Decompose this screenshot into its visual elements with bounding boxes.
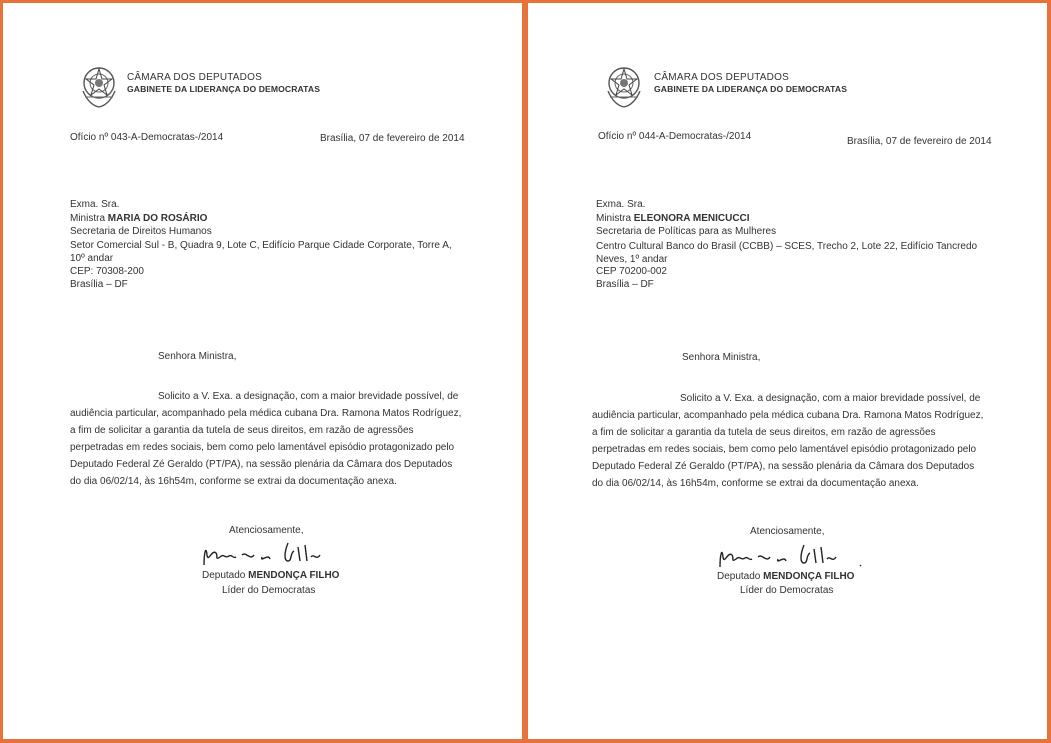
body-line: a fim de solicitar a garantia da tutela de seus direitos, em razão de agressões [70,425,414,436]
body-line: audiência particular, acompanhado pela médica cubana Dra. Ramona Matos Rodríguez, [70,408,462,419]
recipient-line: Brasília – DF [596,279,654,290]
recipient-line: Brasília – DF [70,279,128,290]
coat-of-arms-seal-icon [600,61,648,109]
recipient-line: CEP 70200-002 [596,266,667,277]
letter-page-2 [528,3,1047,739]
header-office: GABINETE DA LIDERANÇA DO DEMOCRATAS [127,84,321,94]
recipient-name-line [596,213,750,224]
header-institution: CÂMARA DOS DEPUTADOS [127,72,262,83]
signature-role: Líder do Democratas [740,585,834,596]
body-line: Solicito a V. Exa. a designação, com a maior brevidade possível, de [158,391,459,402]
handwritten-signature-icon [198,539,328,571]
signature-prefix: Deputado [717,571,761,582]
letter-date: Brasília, 07 de fevereiro de 2014 [320,133,465,144]
greeting: Senhora Ministra, [158,351,237,362]
signature-role: Líder do Democratas [222,585,316,596]
body-line: Deputado Federal Zé Geraldo (PT/PA), na sessão plenária da Câmara dos Deputados [592,461,975,472]
recipient-line: Secretaria de Políticas para as Mulheres [596,226,777,237]
signature-prefix: Deputado [202,570,246,581]
letter-date: Brasília, 07 de fevereiro de 2014 [847,136,992,147]
recipient-line: Centro Cultural Banco do Brasil (CCBB) – SCES, Trecho 2, Lote 22, Edifício Tancredo [596,241,978,252]
recipient-name-line [70,213,207,224]
recipient-line: CEP: 70308-200 [70,266,144,277]
body-line: perpetradas em redes sociais, bem como pelo lamentável episódio protagonizado pelo [70,442,455,453]
coat-of-arms-seal-icon [75,61,123,109]
closing: Atenciosamente, [229,525,304,536]
body-line: audiência particular, acompanhado pela médica cubana Dra. Ramona Matos Rodríguez, [592,410,984,421]
recipient-title: Ministra [70,213,106,224]
handwritten-signature-icon [714,541,864,573]
body-line: Solicito a V. Exa. a designação, com a maior brevidade possível, de [680,393,981,404]
recipient-salutation: Exma. Sra. [70,199,120,210]
body-paragraph [70,388,465,490]
recipient-line: Setor Comercial Sul - B, Quadra 9, Lote C, Edifício Parque Cidade Corporate, Torre A, [70,240,452,251]
letter-reference: Ofício nº 044-A-Democratas-/2014 [598,131,752,142]
signature-name: MENDONÇA FILHO [248,570,340,581]
greeting: Senhora Ministra, [682,352,761,363]
body-line: a fim de solicitar a garantia da tutela de seus direitos, em razão de agressões [592,427,936,438]
signature-name-line [717,571,854,582]
body-line: Deputado Federal Zé Geraldo (PT/PA), na sessão plenária da Câmara dos Deputados [70,459,453,470]
signature-name-line [202,570,339,581]
recipient-name: MARIA DO ROSÁRIO [107,213,208,224]
header-institution: CÂMARA DOS DEPUTADOS [654,72,789,83]
body-paragraph [592,390,988,492]
recipient-line: Secretaria de Direitos Humanos [70,226,212,237]
body-line: do dia 06/02/14, às 16h54m, conforme se extrai da documentação anexa. [592,478,919,489]
closing: Atenciosamente, [750,526,825,537]
body-line: do dia 06/02/14, às 16h54m, conforme se extrai da documentação anexa. [70,476,397,487]
recipient-line: Neves, 1º andar [596,254,668,265]
body-line: perpetradas em redes sociais, bem como pelo lamentável episódio protagonizado pelo [592,444,977,455]
recipient-title: Ministra [596,213,632,224]
recipient-salutation: Exma. Sra. [596,199,646,210]
signature-name: MENDONÇA FILHO [763,571,855,582]
header-office: GABINETE DA LIDERANÇA DO DEMOCRATAS [654,84,848,94]
letter-page-1 [3,3,522,739]
letter-reference: Ofício nº 043-A-Democratas-/2014 [70,132,224,143]
recipient-name: ELEONORA MENICUCCI [633,213,750,224]
recipient-line: 10º andar [70,253,114,264]
